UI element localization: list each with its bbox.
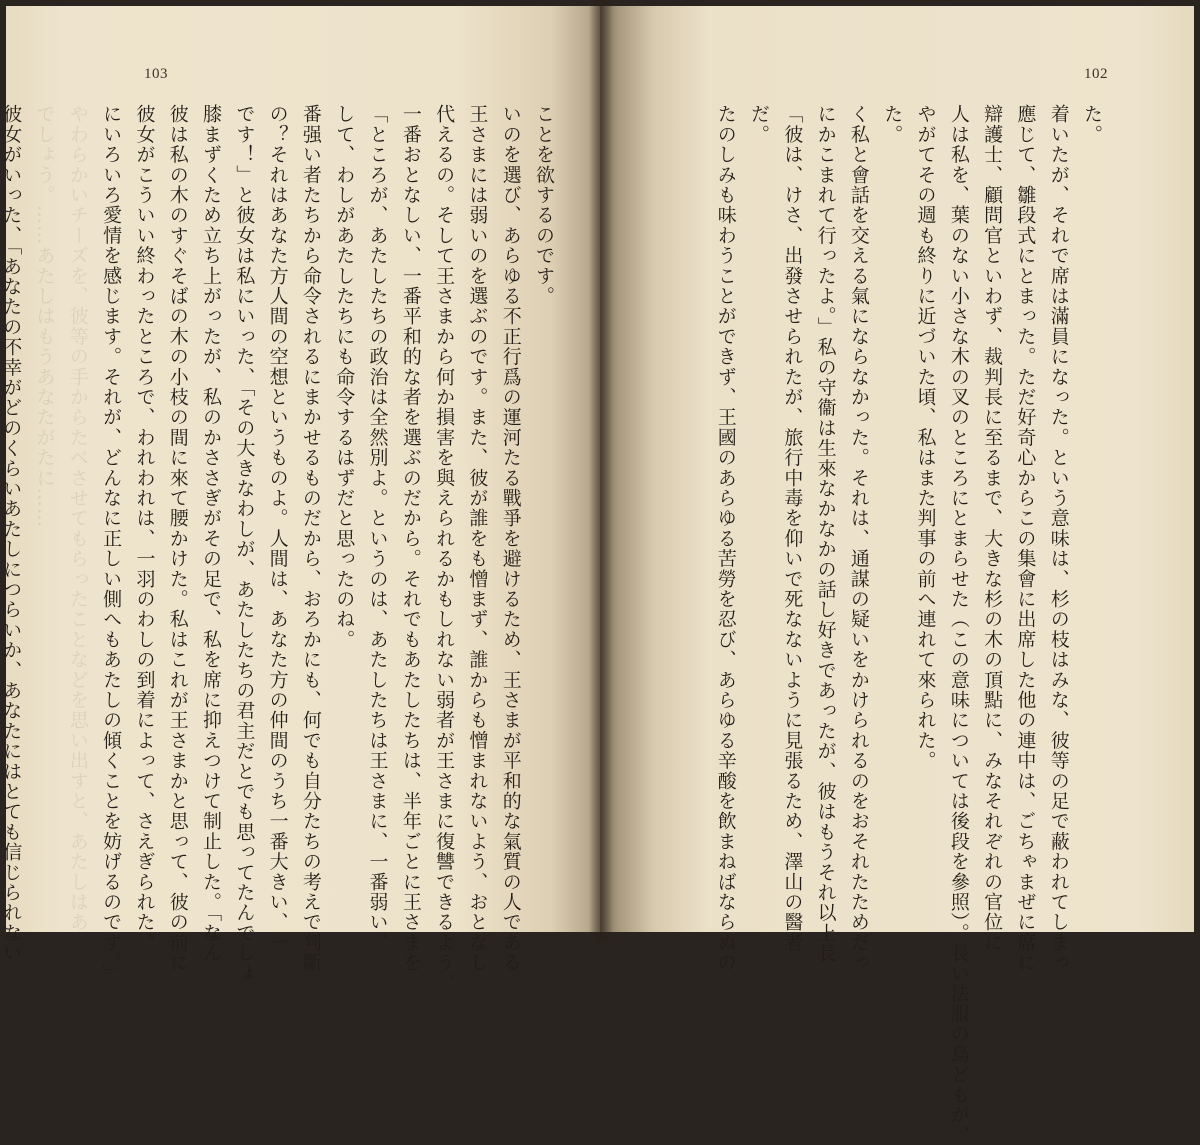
text-line: ことを欲するのです。 (533, 104, 555, 306)
text-line: やがてその週も終りに近づいた頃、私はまた判事の前へ連れて來られた。 (914, 104, 937, 771)
text-line: です！」と彼女は私にいった、「その大きなわしが、あたしたちの君主だとでも思ってたんでしょ (233, 104, 256, 984)
text-line: 辯護士、顧問官といわず、裁判長に至るまで、大きな杉の木の頂點に、みなそれぞれの官位に (981, 104, 1004, 953)
page-number-left: 103 (144, 66, 168, 82)
text-line: 彼は私の木のすぐそばの木の小枝の間に來て腰かけた。私はこれが王さまかと思って、彼の前に (166, 104, 189, 973)
bleed-through-line: やわらかいチーズを、彼等の手からたべさせてもらったことなどを思い出すと、あたしはあなた (66, 104, 89, 973)
book-gutter-shadow (589, 0, 613, 943)
text-line: して、わしがあたしたちにも命令するはずだと思ったのね。 (333, 104, 356, 650)
text-line: 番强い者たちから命令されるにまかせるものだから、おろかにも、何でも自分たちの考えで判斷 (299, 104, 322, 973)
text-line: 彼女がいった、「あなたの不幸がどのくらいあたしにつらいか、あなたにはとても信じられない (0, 104, 23, 964)
text-line: だ。 (748, 104, 771, 145)
vertical-text-block-right-page (0, 104, 560, 993)
text-line: 「彼は、けさ、出發させられたが、旅行中毒を仰いで死なないように見張るため、澤山の醫者 (781, 104, 804, 953)
text-line: 「ところが、あたしたちの政治は全然別よ。というのは、あたしたちは王さまに、一番弱い、 (366, 104, 389, 953)
page-number-right: 102 (1084, 66, 1108, 82)
text-line: にいろいろ愛情を感じます。それが、どんなに正しい側へもあたしの傾くことを妨げるのです。」 (100, 104, 123, 984)
text-line: 人は私を、葉のない小さな木の叉のところにとまらせた（この意味については後段を參照）。長い法服の鳥どもが、 (947, 104, 970, 1145)
text-line: にかこまれて行ったよ。」私の守衞は生來なかなかの話し好きであったが、彼はもうそれ以上長 (814, 104, 837, 964)
bleed-through-line: でしょう。……あたしはもうあなたがたに…… (33, 104, 56, 529)
vertical-text-block-left-page (636, 104, 1108, 1145)
text-line: いのを選び、あらゆる不正行爲の運河たる戰爭を避けるため、王さまが平和的な氣質の人である (499, 104, 522, 973)
page-103 (0, 6, 606, 993)
text-line: 着いたが、それで席は滿員になった。という意味は、杉の枝はみな、彼等の足で蔽われてしまっ (1047, 104, 1070, 973)
text-line: 膝まずくため立ち上がったが、私のかささぎがその足で、私を席に抑えつけて制止した。「なん (200, 104, 223, 964)
text-line: く私と會話を交える氣にならなかった。それは、通謀の疑いをかけられるのをおそれたためだっ (847, 104, 870, 973)
text-line: た。 (1081, 104, 1103, 145)
text-line: 彼女がこういい終わったところで、われわれは、一羽のわしの到着によって、さえぎられた。 (133, 104, 156, 953)
text-line: た。 (881, 104, 904, 145)
text-line: 王さまには弱いのを選ぶのです。また、彼が誰をも憎まず、誰からも憎まれないよう、おとなし (466, 104, 489, 973)
text-line: 代えるの。そして王さまから何か損害を與えられるかもしれない弱者が王さまに復讐できるよう、 (433, 104, 456, 993)
text-line: 一番おとなしい、一番平和的な者を選ぶのだから。それでもあたしたちは、半年ごとに王さまを (399, 104, 422, 973)
text-line: の？それはあなた方人間の空想というものよ。人間は、あなた方の仲間のうち一番大きい、一 (266, 104, 289, 953)
text-line: 應じて、雛段式にとまった。ただ好奇心からこの集會に出席した他の連中は、ごちゃまぜに席に (1014, 104, 1037, 973)
page-102 (600, 6, 1194, 1145)
text-line: たのしみも味わうことができず、王國のあらゆる苦勞を忍び、あらゆる辛酸を飲まねばならぬの (714, 104, 737, 973)
